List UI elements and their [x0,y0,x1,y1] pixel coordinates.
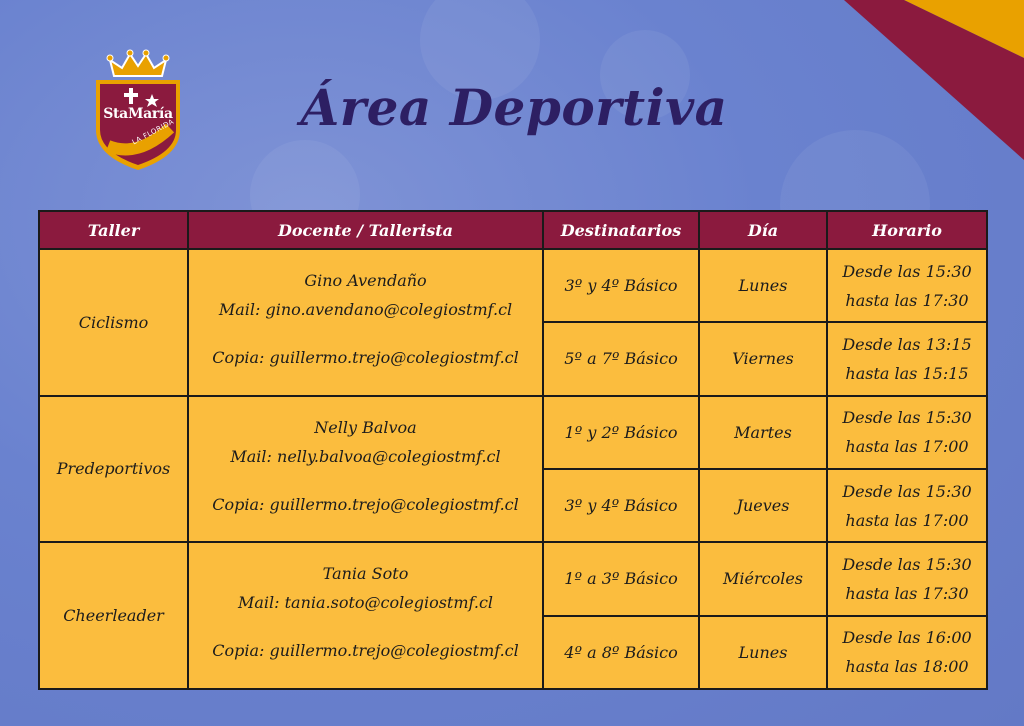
table-row [39,542,987,615]
teacher-name: Gino Avendaño [304,271,427,290]
logo-subtitle: LA FLORIDA [130,117,176,147]
teacher-cell [188,396,543,543]
horario-cell [827,616,987,689]
horario-start: Desde las 16:00 [842,628,972,648]
teacher-mail: Mail: nelly.balvoa@colegiostmf.cl [230,446,501,466]
teacher-name: Tania Soto [322,564,409,584]
horario-start: Desde las 15:30 [842,481,972,501]
horario-end: hasta las 17:00 [845,510,969,530]
destinatarios-cell: 1º y 2º Básico [543,396,699,469]
horario-end: hasta las 18:00 [845,657,969,677]
teacher-mail: Mail: gino.avendano@colegiostmf.cl [218,300,513,319]
header-taller: Taller [39,211,188,249]
destinatarios-cell: 1º a 3º Básico [543,542,699,615]
taller-cell: Cheerleader [39,542,188,689]
horario-start: Desde las 13:15 [842,334,972,354]
table-row [39,396,987,469]
header-horario: Horario [827,211,987,249]
destinatarios-cell: 3º y 4º Básico [543,249,699,322]
page-title: Área Deportiva [300,78,728,137]
teacher-name: Nelly Balvoa [314,417,417,437]
horario-start: Desde las 15:30 [842,261,972,281]
horario-cell [827,542,987,615]
header-destinatarios: Destinatarios [543,211,699,249]
horario-start: Desde las 15:30 [842,554,972,574]
dia-cell: Lunes [699,616,827,689]
horario-cell [827,469,987,542]
table-row [39,249,987,322]
destinatarios-cell: 5º a 7º Básico [543,322,699,395]
teacher-cell [188,542,543,689]
horario-start: Desde las 15:30 [842,408,972,428]
teacher-mail: Mail: tania.soto@colegiostmf.cl [237,593,494,613]
dia-cell: Miércoles [699,542,827,615]
teacher-copy-mail: Copia: guillermo.trejo@colegiostmf.cl [212,494,519,514]
teacher-copy-mail: Copia: guillermo.trejo@colegiostmf.cl [212,348,519,367]
dia-cell: Lunes [699,249,827,322]
horario-cell [827,249,987,322]
logo-name: StaMaría [103,106,173,122]
horario-cell [827,396,987,469]
destinatarios-cell: 3º y 4º Básico [543,469,699,542]
teacher-cell [188,249,543,396]
taller-cell: Ciclismo [39,249,188,396]
horario-end: hasta las 15:15 [845,363,969,383]
teacher-copy-mail: Copia: guillermo.trejo@colegiostmf.cl [212,641,519,661]
header-dia: Día [699,211,827,249]
dia-cell: Martes [699,396,827,469]
dia-cell: Jueves [699,469,827,542]
table-header-row [39,211,987,249]
horario-end: hasta las 17:30 [845,583,969,603]
schedule-table [38,210,988,690]
dia-cell: Viernes [699,322,827,395]
destinatarios-cell: 4º a 8º Básico [543,616,699,689]
horario-cell [827,322,987,395]
header-docente: Docente / Tallerista [188,211,543,249]
horario-end: hasta las 17:30 [845,290,969,310]
horario-end: hasta las 17:00 [845,437,969,457]
taller-cell: Predeportivos [39,396,188,543]
